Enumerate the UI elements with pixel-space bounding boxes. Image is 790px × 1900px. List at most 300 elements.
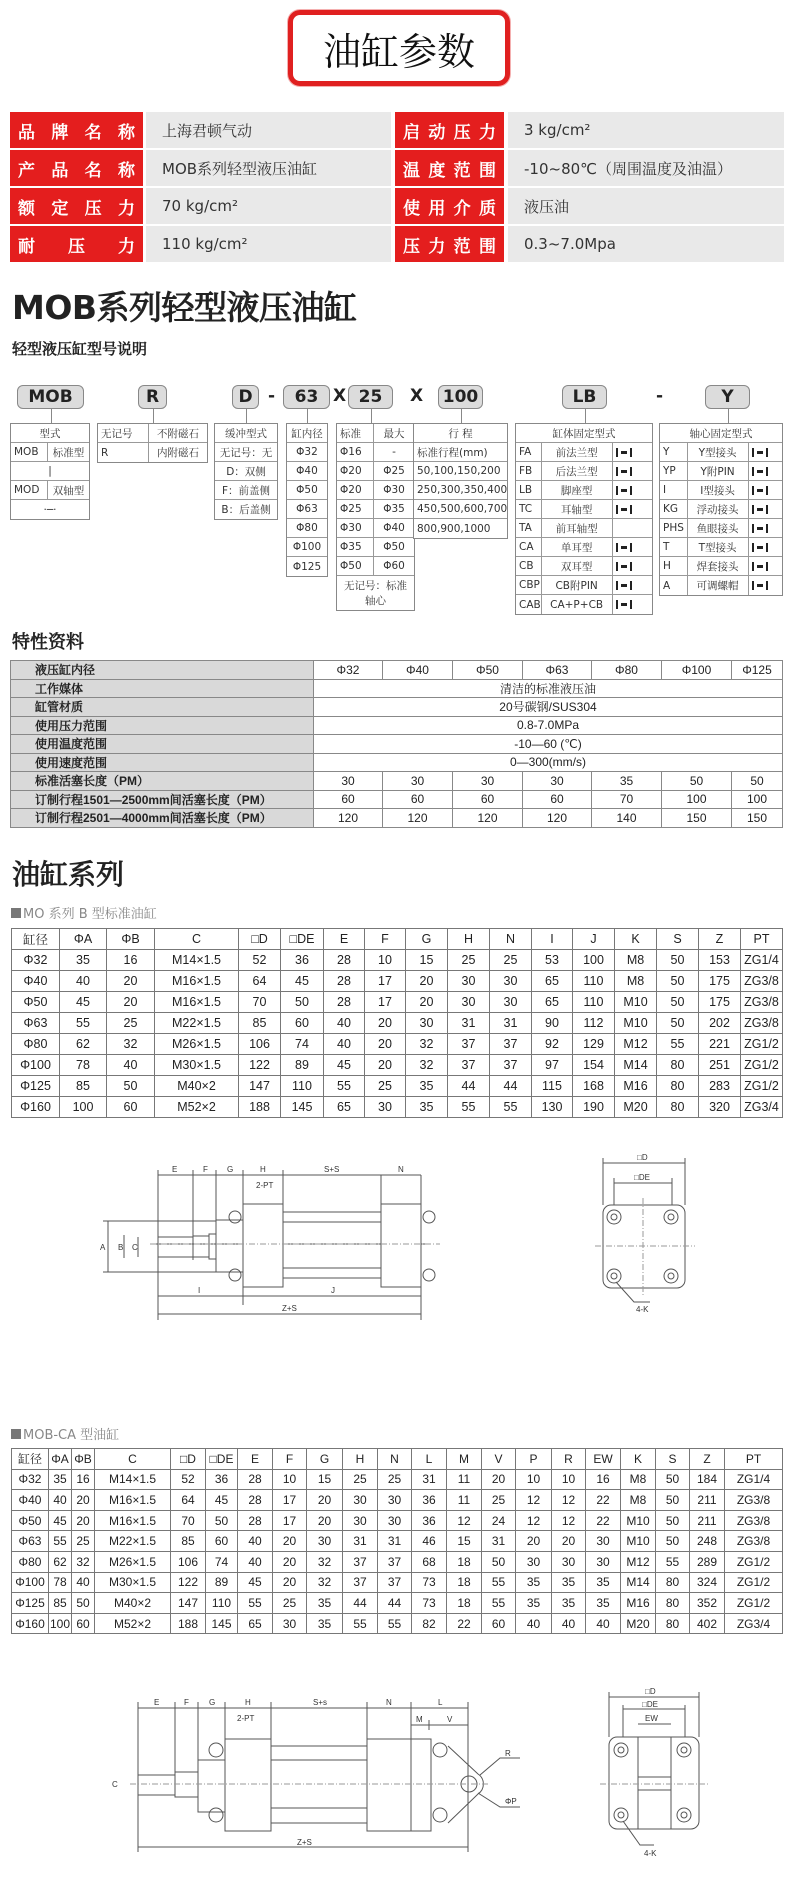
- table-cell: 55: [490, 1097, 532, 1118]
- mount-icon: [613, 500, 652, 518]
- table-cell: 106: [239, 1034, 281, 1055]
- label-zs: Z+S: [297, 1838, 312, 1847]
- table-cell: M30×1.5: [155, 1055, 239, 1076]
- mount-icon: [613, 538, 652, 556]
- value2-text: -10~80℃（周围温度及油温）: [524, 159, 733, 178]
- table-cell: 31: [378, 1531, 412, 1552]
- table-cell: 35: [60, 950, 107, 971]
- table-cell: 30: [343, 1490, 378, 1511]
- table-cell: 68: [412, 1551, 447, 1572]
- model-code-box: 25: [348, 385, 393, 409]
- option-row: [414, 500, 507, 519]
- label-e: E: [154, 1698, 160, 1707]
- table-cell: 10: [365, 950, 406, 971]
- table-cell: 37: [490, 1034, 532, 1055]
- column-header: C: [155, 929, 239, 950]
- value-text: 70 kg/cm²: [162, 197, 238, 215]
- table-cell: 40: [324, 1013, 365, 1034]
- value2-text: 0.3~7.0Mpa: [524, 235, 616, 253]
- option-cell: 缓冲型式: [225, 427, 267, 440]
- table-cell: 28: [324, 992, 365, 1013]
- table-cell: 40: [72, 1572, 95, 1593]
- table-cell: 40: [552, 1613, 586, 1634]
- table-cell: 32: [307, 1551, 343, 1572]
- column-header: G: [406, 929, 448, 950]
- option-cell: Φ40: [383, 522, 405, 534]
- value2-text: 3 kg/cm²: [524, 121, 591, 139]
- option-row: [516, 500, 652, 519]
- row-value: Φ50: [453, 661, 523, 680]
- table-cell: 74: [206, 1551, 238, 1572]
- column-header: EW: [586, 1449, 621, 1470]
- spec-row: [10, 226, 784, 262]
- spec-value: [508, 112, 784, 148]
- table-cell: 106: [171, 1551, 206, 1572]
- table-cell: 15: [307, 1469, 343, 1490]
- table-cell: 20: [365, 1055, 406, 1076]
- table-cell: 55: [60, 1013, 107, 1034]
- table-cell: 40: [324, 1034, 365, 1055]
- table-cell: M14: [615, 1055, 657, 1076]
- option-cell: CA+P+CB: [542, 595, 613, 614]
- mount-icon: [752, 543, 768, 552]
- column-header: S: [656, 1449, 690, 1470]
- table-cell: 248: [690, 1531, 725, 1552]
- option-cell: B：后盖侧: [221, 504, 271, 516]
- model-option-table: [515, 423, 653, 615]
- option-cell: Y附PIN: [688, 462, 749, 480]
- table-cell: 64: [171, 1490, 206, 1511]
- column-header: E: [324, 929, 365, 950]
- table-cell: 50: [281, 992, 324, 1013]
- row-value: 120: [314, 809, 383, 828]
- connector-line: [728, 409, 730, 423]
- connector-line: [51, 409, 53, 423]
- spec-value: [508, 226, 784, 262]
- spec-value: [508, 150, 784, 186]
- spec-label: [395, 150, 504, 186]
- model-subtitle: 轻型液压缸型号说明: [12, 340, 148, 358]
- table-cell: 50: [206, 1510, 238, 1531]
- row-value: 30: [453, 772, 523, 791]
- table-cell: 17: [273, 1490, 307, 1511]
- table-cell: 18: [447, 1593, 482, 1614]
- option-row: [516, 595, 652, 614]
- option-row: [215, 424, 277, 443]
- option-cell: Φ20: [337, 481, 374, 499]
- table-cell: 32: [406, 1055, 448, 1076]
- option-cell: 后法兰型: [542, 462, 613, 480]
- option-row: [98, 424, 207, 443]
- label-d: □D: [645, 1687, 656, 1696]
- table-cell: M22×1.5: [95, 1531, 171, 1552]
- column-header: PT: [725, 1449, 783, 1470]
- table-cell: 36: [412, 1490, 447, 1511]
- option-cell: Φ100: [292, 541, 322, 553]
- column-header: F: [365, 929, 406, 950]
- option-row: [516, 462, 652, 481]
- table-cell: 32: [107, 1034, 155, 1055]
- table-cell: 20: [273, 1572, 307, 1593]
- row-value: 35: [592, 772, 662, 791]
- table-cell: 32: [406, 1034, 448, 1055]
- table-cell: 10: [516, 1469, 552, 1490]
- label-text: 品牌名称: [18, 122, 135, 143]
- table-cell: 44: [378, 1593, 412, 1614]
- option-cell: I: [660, 481, 688, 499]
- table-cell: M10: [621, 1510, 656, 1531]
- spec-row: [10, 150, 784, 186]
- row-value: Φ80: [592, 661, 662, 680]
- table-cell: M26×1.5: [95, 1551, 171, 1572]
- mount-icon: [613, 462, 652, 480]
- label-h: H: [245, 1698, 251, 1707]
- option-cell: A: [660, 576, 688, 595]
- column-header: □DE: [281, 929, 324, 950]
- option-cell: Φ40: [296, 465, 318, 477]
- mount-icon: [616, 562, 632, 571]
- model-code-separator: -: [268, 386, 276, 406]
- label-pt: 2-PT: [237, 1714, 255, 1723]
- column-header: H: [343, 1449, 378, 1470]
- option-cell: T型接头: [688, 538, 749, 556]
- table-cell: M10: [615, 992, 657, 1013]
- characteristics-row: [11, 661, 783, 680]
- table-cell: 60: [107, 1097, 155, 1118]
- table-cell: 50: [656, 1469, 690, 1490]
- table-cell: 44: [490, 1076, 532, 1097]
- table-cell: Φ80: [12, 1034, 60, 1055]
- table-cell: 45: [281, 971, 324, 992]
- label-de: □DE: [634, 1173, 650, 1182]
- table-cell: 20: [107, 971, 155, 992]
- table-cell: 12: [447, 1510, 482, 1531]
- table-cell: 221: [699, 1034, 741, 1055]
- table-row: [12, 971, 783, 992]
- row-value: 100: [732, 790, 783, 809]
- table-cell: 55: [378, 1613, 412, 1634]
- table-cell: 110: [573, 971, 615, 992]
- option-cell: Φ35: [337, 538, 374, 556]
- table-cell: 10: [273, 1469, 307, 1490]
- option-cell: Φ60: [383, 560, 405, 572]
- column-header: □DE: [206, 1449, 238, 1470]
- table-cell: 20: [406, 992, 448, 1013]
- table-cell: Φ100: [12, 1572, 49, 1593]
- table-cell: 12: [516, 1510, 552, 1531]
- option-cell: Φ30: [383, 484, 405, 496]
- characteristics-row: [11, 809, 783, 828]
- column-header: P: [516, 1449, 552, 1470]
- mount-icon: [749, 557, 782, 575]
- table-cell: ZG3/8: [741, 971, 783, 992]
- row-value: -10—60 (℃): [314, 735, 783, 754]
- table-cell: 53: [532, 950, 573, 971]
- table-cell: 28: [238, 1490, 273, 1511]
- table-cell: 25: [273, 1593, 307, 1614]
- table-cell: 17: [365, 992, 406, 1013]
- table-cell: 211: [690, 1490, 725, 1511]
- table-cell: 36: [281, 950, 324, 971]
- option-row: [287, 538, 327, 557]
- table-cell: 147: [171, 1593, 206, 1614]
- table-cell: 25: [448, 950, 490, 971]
- option-row: [516, 519, 652, 538]
- model-code-box: 63: [283, 385, 330, 409]
- mount-icon: [616, 505, 632, 514]
- option-row: [414, 481, 507, 500]
- option-cell: 双轴型: [52, 484, 85, 497]
- option-cell: KG: [660, 500, 688, 518]
- mount-icon: [752, 448, 768, 457]
- row-value: 60: [453, 790, 523, 809]
- table-cell: M26×1.5: [155, 1034, 239, 1055]
- column-header: C: [95, 1449, 171, 1470]
- table-cell: 188: [239, 1097, 281, 1118]
- label-ss: S+S: [324, 1165, 340, 1174]
- option-cell: 型式: [39, 427, 61, 440]
- option-cell: Φ35: [383, 503, 405, 515]
- series-title: MOB系列轻型液压油缸: [12, 288, 357, 327]
- row-value: 60: [383, 790, 453, 809]
- option-row: [287, 462, 327, 481]
- column-header: R: [552, 1449, 586, 1470]
- table-cell: 40: [60, 971, 107, 992]
- option-cell: 800,900,1000: [417, 522, 491, 535]
- row-label: 标准活塞长度（PM）: [11, 772, 314, 791]
- row-value: 50: [662, 772, 732, 791]
- mount-icon: [613, 595, 652, 614]
- table-row: [12, 1013, 783, 1034]
- table-cell: 70: [171, 1510, 206, 1531]
- table-cell: 55: [238, 1593, 273, 1614]
- row-value: 150: [732, 809, 783, 828]
- value-text: 110 kg/cm²: [162, 235, 248, 253]
- label2-text: 使用介质: [403, 198, 496, 219]
- table-cell: 20: [307, 1510, 343, 1531]
- table-cell: 17: [365, 971, 406, 992]
- column-header: G: [307, 1449, 343, 1470]
- option-cell: 轴心固定型式: [689, 427, 753, 440]
- option-cell: Y: [660, 443, 688, 461]
- option-row: [215, 462, 277, 481]
- table-cell: 153: [699, 950, 741, 971]
- option-cell: 50,100,150,200: [417, 465, 501, 477]
- table-cell: Φ63: [12, 1013, 60, 1034]
- table-cell: Φ160: [12, 1097, 60, 1118]
- table-cell: Φ100: [12, 1055, 60, 1076]
- table-cell: 32: [307, 1572, 343, 1593]
- row-value: 120: [523, 809, 592, 828]
- table-row: [12, 1593, 783, 1614]
- option-cell: 前法兰型: [542, 443, 613, 461]
- table-cell: 110: [281, 1076, 324, 1097]
- option-cell: 双耳型: [542, 557, 613, 575]
- table-row: [12, 1551, 783, 1572]
- table-cell: 40: [238, 1531, 273, 1552]
- characteristics-row: [11, 679, 783, 698]
- table-cell: M52×2: [155, 1097, 239, 1118]
- table-cell: 283: [699, 1076, 741, 1097]
- spec-value: [508, 188, 784, 224]
- label-pt: 2-PT: [256, 1181, 274, 1190]
- table-cell: 25: [72, 1531, 95, 1552]
- row-label: 液压缸内径: [11, 661, 314, 680]
- option-cell: CBP: [516, 576, 542, 594]
- table-cell: 20: [273, 1551, 307, 1572]
- option-cell: LB: [516, 481, 542, 499]
- column-header: F: [273, 1449, 307, 1470]
- table-cell: M16: [615, 1076, 657, 1097]
- table-cell: 60: [281, 1013, 324, 1034]
- table-cell: 112: [573, 1013, 615, 1034]
- option-cell: Φ50: [337, 557, 374, 575]
- table-cell: ZG1/2: [741, 1076, 783, 1097]
- table-cell: 65: [324, 1097, 365, 1118]
- table-cell: M12: [621, 1551, 656, 1572]
- option-cell: H: [660, 557, 688, 575]
- option-cell: FB: [516, 462, 542, 480]
- table-cell: M14×1.5: [155, 950, 239, 971]
- table-cell: 25: [378, 1469, 412, 1490]
- table-cell: 154: [573, 1055, 615, 1076]
- table-cell: 20: [406, 971, 448, 992]
- mount-icon: [752, 505, 768, 514]
- table-cell: 85: [239, 1013, 281, 1034]
- table-cell: 52: [171, 1469, 206, 1490]
- table-cell: 45: [49, 1510, 72, 1531]
- option-row: [215, 500, 277, 519]
- connector-line: [307, 409, 309, 423]
- model-code-separator: -: [656, 386, 664, 406]
- mount-icon: [752, 486, 768, 495]
- table-cell: 20: [482, 1469, 516, 1490]
- table-cell: 50: [657, 971, 699, 992]
- table-cell: 16: [107, 950, 155, 971]
- row-value: Φ100: [662, 661, 732, 680]
- mount-icon: [749, 462, 782, 480]
- table-row: [12, 1469, 783, 1490]
- option-cell: CA: [516, 538, 542, 556]
- table-row: [12, 950, 783, 971]
- option-row: [516, 538, 652, 557]
- option-row: [516, 443, 652, 462]
- table-cell: 89: [206, 1572, 238, 1593]
- option-cell: 可调螺帽: [688, 576, 749, 595]
- table-cell: M10: [615, 1013, 657, 1034]
- table-cell: 20: [273, 1531, 307, 1552]
- option-cell: CB附PIN: [542, 576, 613, 594]
- table-cell: 50: [656, 1490, 690, 1511]
- table-cell: 147: [239, 1076, 281, 1097]
- spec-row: [10, 112, 784, 148]
- option-cell: 耳轴型: [542, 500, 613, 518]
- label2-text: 启动压力: [403, 122, 496, 143]
- table-cell: 70: [239, 992, 281, 1013]
- table-cell: 35: [307, 1613, 343, 1634]
- option-row: [287, 500, 327, 519]
- table-cell: 402: [690, 1613, 725, 1634]
- table-row: [12, 1097, 783, 1118]
- option-row: [215, 443, 277, 462]
- table-cell: 15: [447, 1531, 482, 1552]
- option-cell: Φ50: [383, 541, 405, 553]
- column-header: S: [657, 929, 699, 950]
- table-cell: 12: [552, 1510, 586, 1531]
- mount-icon: [749, 519, 782, 537]
- table-cell: 15: [406, 950, 448, 971]
- row-value: Φ40: [383, 661, 453, 680]
- characteristics-title: 特性资料: [12, 632, 84, 653]
- label-r: R: [505, 1749, 511, 1758]
- table-cell: M16×1.5: [95, 1490, 171, 1511]
- row-label: 工作媒体: [11, 679, 314, 698]
- table-cell: 37: [490, 1055, 532, 1076]
- table-cell: 73: [412, 1572, 447, 1593]
- option-cell: R: [98, 443, 149, 462]
- mount-icon: [613, 576, 652, 594]
- table-cell: 35: [586, 1572, 621, 1593]
- table-cell: 168: [573, 1076, 615, 1097]
- column-header: □D: [171, 1449, 206, 1470]
- model-code-box: LB: [562, 385, 607, 409]
- option-cell: I型接头: [688, 481, 749, 499]
- spec-label: [10, 150, 143, 186]
- option-cell: 无记号：无: [219, 446, 273, 459]
- table-cell: 18: [447, 1572, 482, 1593]
- option-cell: TA: [516, 519, 542, 537]
- option-cell: CAB: [516, 595, 542, 614]
- row-label: 使用温度范围: [11, 735, 314, 754]
- table-cell: 25: [482, 1490, 516, 1511]
- table-cell: 37: [448, 1034, 490, 1055]
- option-row: [337, 557, 414, 576]
- spec-label: [10, 226, 143, 262]
- table-cell: 37: [343, 1572, 378, 1593]
- table-cell: 35: [516, 1572, 552, 1593]
- table-cell: 20: [365, 1034, 406, 1055]
- table-cell: M22×1.5: [155, 1013, 239, 1034]
- option-cell: 缸内径: [291, 427, 323, 440]
- label2-text: 温度范围: [403, 160, 496, 181]
- option-row: [11, 424, 89, 443]
- label-text: 耐压力: [18, 236, 135, 257]
- mo-cylinder-drawing: [0, 1140, 790, 1360]
- option-cell: PHS: [660, 519, 688, 537]
- model-option-table: [10, 423, 90, 520]
- table-cell: ZG3/8: [741, 1013, 783, 1034]
- table-cell: ZG1/2: [725, 1551, 783, 1572]
- connector-line: [153, 409, 155, 423]
- option-row: [337, 500, 414, 519]
- row-value: 0—300(mm/s): [314, 753, 783, 772]
- option-cell: 无记号: [98, 424, 149, 442]
- column-header: V: [482, 1449, 516, 1470]
- table-cell: 50: [72, 1593, 95, 1614]
- table-cell: 30: [448, 992, 490, 1013]
- page-title: 油缸参数: [288, 10, 510, 86]
- table-cell: 188: [171, 1613, 206, 1634]
- table-cell: M14×1.5: [95, 1469, 171, 1490]
- table-cell: 175: [699, 992, 741, 1013]
- option-cell: 缸体固定型式: [552, 427, 616, 440]
- column-header: 缸径: [12, 929, 60, 950]
- table-cell: M16×1.5: [95, 1510, 171, 1531]
- label-ew: EW: [645, 1714, 658, 1723]
- table-cell: 16: [586, 1469, 621, 1490]
- option-row: [337, 462, 414, 481]
- table-cell: 35: [307, 1593, 343, 1614]
